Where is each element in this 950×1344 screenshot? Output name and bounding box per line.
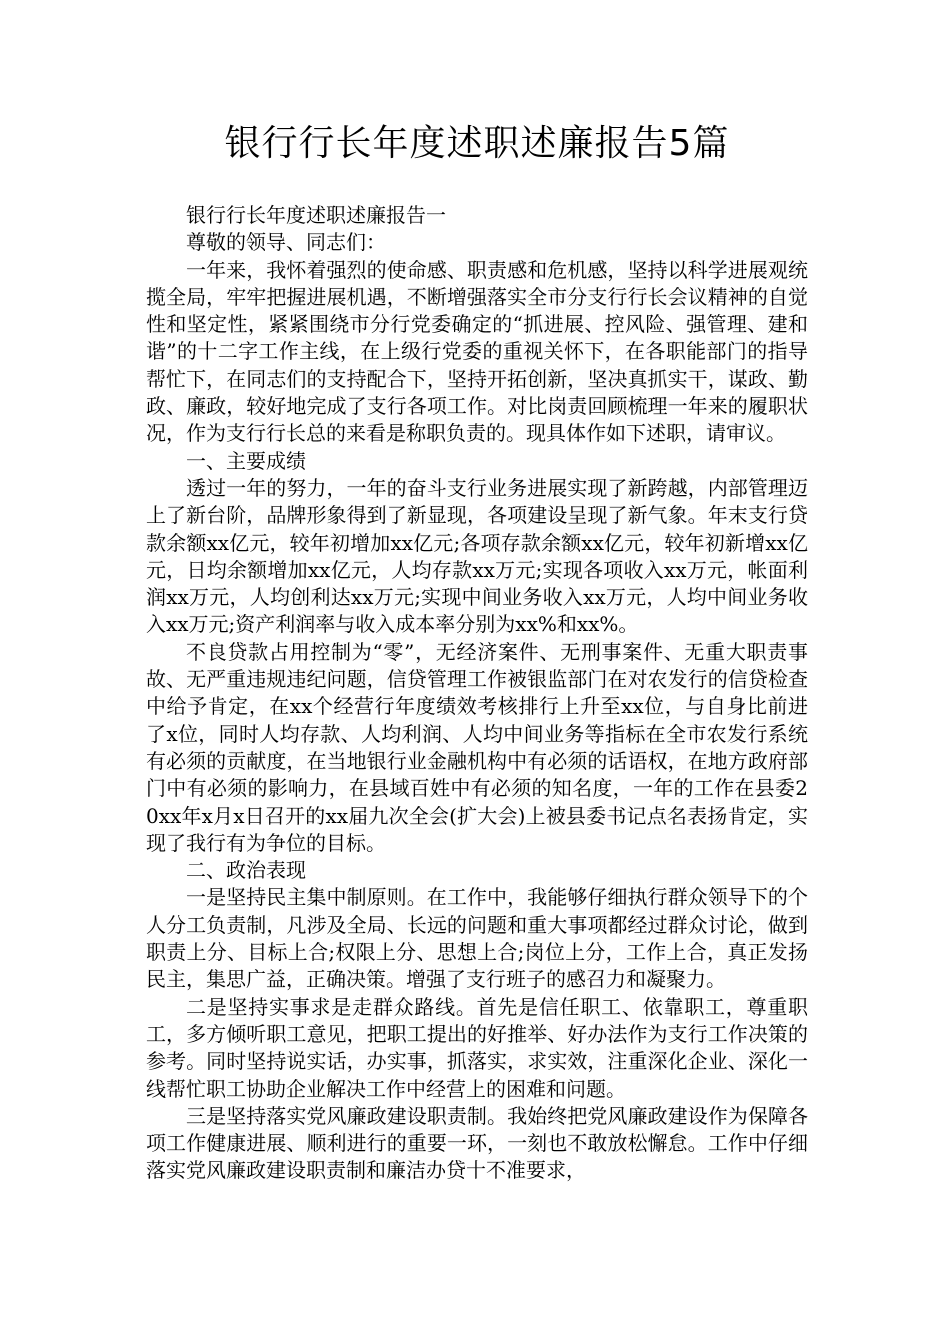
- body-paragraph: 一年来，我怀着强烈的使命感、职责感和危机感，坚持以科学进展观统揽全局，牢牢把握进展机遇，不断增强落实全市分支行行长会议精神的自觉性和坚定性，紧紧围绕市分行党委确定的“抓进展、控风险、强管理、建和谐”的十二字工作主线，在上级行党委的重视关怀下，在各职能部门的指导帮忙下，在同志们的支持配合下，坚持开拓创新，坚决真抓实干，谋政、勤政、廉政，较好地完成了支行各项工作。对比岗责回顾梳理一年来的履职状况，作为支行行长总的来看是称职负责的。现具体作如下述职，请审议。: [146, 257, 808, 446]
- section-heading: 银行行长年度述职述廉报告一: [186, 203, 446, 227]
- document-page: [146, 118, 808, 1185]
- section-heading: 一、主要成绩: [186, 448, 306, 473]
- body-paragraph: 透过一年的努力，一年的奋斗支行业务进展实现了新跨越，内部管理迈上了新台阶，品牌形象得到了新显现，各项建设呈现了新气象。年末支行贷款余额xx亿元，较年初增加xx亿元;各项存款余额xx亿元，较年初新增xx亿元，日均余额增加xx亿元，人均存款xx万元;实现各项收入xx万元，帐面利润xx万元，人均创利达xx万元;实现中间业务收入xx万元，人均中间业务收入xx万元;资产利润率与收入成本率分别为xx%和xx%。: [146, 475, 808, 637]
- body-paragraph: 二是坚持实事求是走群众路线。首先是信任职工、依靠职工，尊重职工，多方倾听职工意见，把职工提出的好推举、好办法作为支行工作决策的参考。同时坚持说实话，办实事，抓落实，求实效，注重深化企业、深化一线帮忙职工协助企业解决工作中经营上的困难和问题。: [146, 994, 808, 1101]
- body-paragraph: 不良贷款占用控制为“零”，无经济案件、无刑事案件、无重大职责事故、无严重违规违纪问题，信贷管理工作被银监部门在对农发行的信贷检查中给予肯定，在xx个经营行年度绩效考核排行上升至xx位，与自身比前进了x位，同时人均存款、人均利润、人均中间业务等指标在全市农发行系统有必须的贡献度，在当地银行业金融机构中有必须的话语权，在地方政府部门中有必须的影响力，在县域百姓中有必须的知名度，一年的工作在县委20xx年x月x日召开的xx届九次全会(扩大会)上被县委书记点名表扬肯定，实现了我行有为争位的目标。: [146, 639, 808, 855]
- document-title: 银行行长年度述职述廉报告5篇: [224, 123, 730, 164]
- section-heading: 二、政治表现: [186, 858, 306, 883]
- salutation: 尊敬的领导、同志们：: [186, 230, 386, 255]
- body-paragraph: 一是坚持民主集中制原则。在工作中，我能够仔细执行群众领导下的个人分工负责制，凡涉及全局、长远的问题和重大事项都经过群众讨论，做到职责上分、目标上合;权限上分、思想上合;岗位上分，工作上合，真正发扬民主，集思广益，正确决策。增强了支行班子的感召力和凝聚力。: [146, 885, 808, 992]
- body-paragraph: 三是坚持落实党风廉政建设职责制。我始终把党风廉政建设作为保障各项工作健康进展、顺利进行的重要一环，一刻也不敢放松懈怠。工作中仔细落实党风廉政建设职责制和廉洁办贷十不准要求，: [146, 1103, 808, 1183]
